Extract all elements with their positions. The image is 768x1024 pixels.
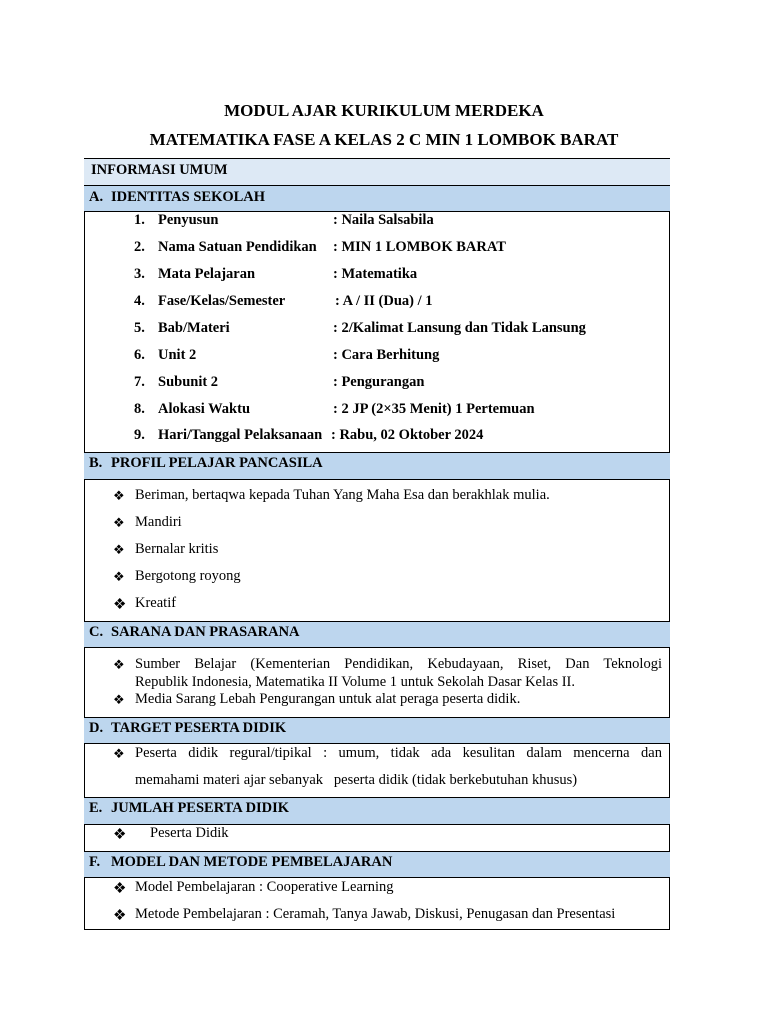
section-letter: F. [89, 854, 101, 870]
item-label: Bab/Materi [158, 320, 230, 336]
list-item-line: Peserta didik regural/tipikal : umum, tidak ada kesulitan dalam mencerna dan [135, 745, 662, 761]
list-item-line: Sumber Belajar (Kementerian Pendidikan, Kebudayaan, Riset, Dan Teknologi [135, 656, 662, 672]
section-f-header [84, 851, 670, 878]
diamond-bullet-icon: ❖ [113, 542, 125, 557]
section-title: JUMLAH PESERTA DIDIK [111, 800, 290, 816]
diamond-bullet-icon: ❖ [113, 692, 125, 707]
section-title: SARANA DAN PRASARANA [111, 624, 300, 640]
section-letter: E. [89, 800, 103, 816]
item-number: 9. [134, 427, 145, 443]
item-value: : MIN 1 LOMBOK BARAT [333, 239, 506, 255]
item-value: : 2/Kalimat Lansung dan Tidak Lansung [333, 320, 586, 336]
info-umum-label: INFORMASI UMUM [91, 162, 228, 178]
diamond-bullet-icon: ❖ [113, 597, 127, 613]
diamond-bullet-icon: ❖ [113, 881, 127, 897]
item-label: Mata Pelajaran [158, 266, 256, 282]
item-number: 6. [134, 347, 145, 363]
item-value: : Cara Berhitung [333, 347, 440, 363]
item-value: : Rabu, 02 Oktober 2024 [331, 427, 484, 443]
section-a-header [84, 185, 670, 212]
item-number: 3. [134, 266, 145, 282]
item-label: Unit 2 [158, 347, 197, 363]
diamond-bullet-icon: ❖ [113, 488, 125, 503]
diamond-bullet-icon: ❖ [113, 827, 127, 843]
item-number: 4. [134, 293, 145, 309]
item-value: : Pengurangan [333, 374, 425, 390]
item-value: : Matematika [333, 266, 418, 282]
section-title: IDENTITAS SEKOLAH [111, 189, 266, 205]
section-title: MODEL DAN METODE PEMBELAJARAN [111, 854, 393, 870]
section-b-header [84, 452, 670, 480]
section-letter: D. [89, 720, 104, 736]
section-title: PROFIL PELAJAR PANCASILA [111, 455, 323, 471]
item-value: : A / II (Dua) / 1 [335, 293, 433, 309]
item-number: 2. [134, 239, 145, 255]
item-number: 8. [134, 401, 145, 417]
section-d-header [84, 717, 670, 744]
section-e-header [84, 797, 670, 825]
info-umum-header [84, 158, 670, 186]
item-label: Penyusun [158, 212, 219, 228]
list-item: Kreatif [135, 595, 177, 611]
list-item: Peserta Didik [150, 825, 229, 841]
diamond-bullet-icon: ❖ [113, 515, 125, 530]
item-label: Hari/Tanggal Pelaksanaan [158, 427, 323, 443]
item-value: : Naila Salsabila [333, 212, 434, 228]
list-item-line: memahami materi ajar sebanyak peserta didik (tidak berkebutuhan khusus) [135, 772, 578, 788]
diamond-bullet-icon: ❖ [113, 569, 125, 584]
item-label: Alokasi Waktu [158, 401, 251, 417]
section-c-header [84, 621, 670, 648]
document-title: MODUL AJAR KURIKULUM MERDEKA [224, 101, 544, 120]
section-letter: A. [89, 189, 104, 205]
section-letter: C. [89, 624, 104, 640]
item-label: Nama Satuan Pendidikan [158, 239, 317, 255]
list-item: Metode Pembelajaran : Ceramah, Tanya Jawab, Diskusi, Penugasan dan Presentasi [135, 906, 616, 922]
list-item: Beriman, bertaqwa kepada Tuhan Yang Maha Esa dan berakhlak mulia. [135, 487, 550, 503]
list-item-line: Republik Indonesia, Matematika II Volume 1 untuk Sekolah Dasar Kelas II. [135, 674, 576, 690]
document-subtitle: MATEMATIKA FASE A KELAS 2 C MIN 1 LOMBOK BARAT [149, 130, 619, 149]
list-item: Mandiri [135, 514, 182, 530]
list-item: Bergotong royong [135, 568, 241, 584]
diamond-bullet-icon: ❖ [113, 657, 125, 672]
list-item: Media Sarang Lebah Pengurangan untuk alat peraga peserta didik. [135, 691, 521, 707]
list-item: Model Pembelajaran : Cooperative Learning [135, 879, 394, 895]
section-letter: B. [89, 455, 103, 471]
list-item: Bernalar kritis [135, 541, 219, 557]
diamond-bullet-icon: ❖ [113, 746, 125, 761]
item-number: 7. [134, 374, 145, 390]
item-label: Subunit 2 [158, 374, 219, 390]
diamond-bullet-icon: ❖ [113, 908, 127, 924]
item-number: 5. [134, 320, 145, 336]
item-label: Fase/Kelas/Semester [158, 293, 286, 309]
item-number: 1. [134, 212, 145, 228]
section-title: TARGET PESERTA DIDIK [111, 720, 287, 736]
item-value: : 2 JP (2×35 Menit) 1 Pertemuan [333, 401, 535, 417]
